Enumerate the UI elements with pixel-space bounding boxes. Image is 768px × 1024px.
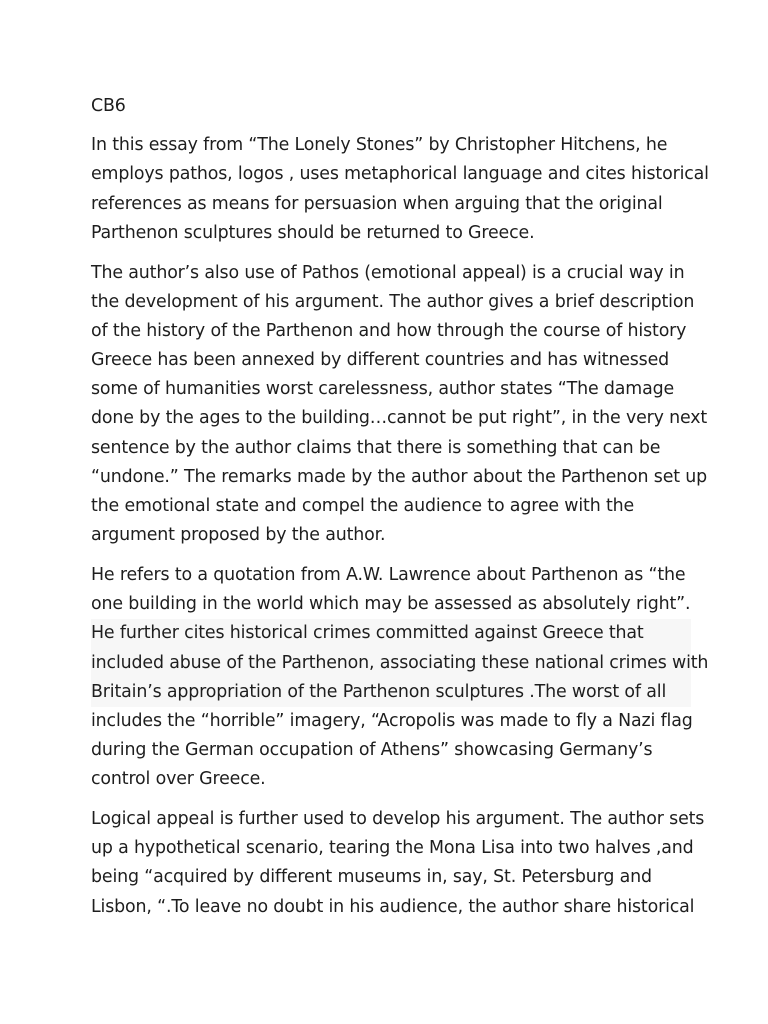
text-line: includes the “horrible” imagery, “Acropolis was made to fly a Nazi flag bbox=[91, 710, 693, 731]
text-line: the development of his argument. The author gives a brief description bbox=[91, 291, 695, 312]
text-line: In this essay from “The Lonely Stones” by Christopher Hitchens, he bbox=[91, 135, 668, 156]
text-line: Greece has been annexed by different countries and has witnessed bbox=[91, 350, 670, 371]
paragraph-pathos bbox=[91, 259, 708, 551]
text-line: Logical appeal is further used to develop his argument. The author sets bbox=[91, 809, 705, 830]
text-line: sentence by the author claims that there is something that can be bbox=[91, 437, 661, 458]
text-line: up a hypothetical scenario, tearing the Mona Lisa into two halves ,and bbox=[91, 838, 694, 859]
text-line: Britain’s appropriation of the Parthenon sculptures .The worst of all bbox=[91, 678, 691, 707]
text-line: Lisbon, “.To leave no doubt in his audience, the author share historical bbox=[91, 896, 695, 917]
text-line: “undone.” The remarks made by the author about the Parthenon set up bbox=[91, 466, 708, 487]
paragraph-quotation bbox=[91, 561, 709, 795]
text-line: being “acquired by different museums in, say, St. Petersburg and bbox=[91, 867, 652, 888]
document-heading: CB6 bbox=[91, 96, 126, 116]
text-line: employs pathos, logos , uses metaphorical language and cites historical bbox=[91, 164, 709, 185]
text-line: of the history of the Parthenon and how through the course of history bbox=[91, 320, 687, 341]
text-line: the emotional state and compel the audience to agree with the bbox=[91, 496, 635, 517]
text-line: references as means for persuasion when arguing that the original bbox=[91, 193, 663, 214]
text-line: done by the ages to the building…cannot be put right”, in the very next bbox=[91, 408, 708, 429]
text-line: The author’s also use of Pathos (emotional appeal) is a crucial way in bbox=[91, 262, 685, 283]
text-line: control over Greece. bbox=[91, 769, 266, 790]
paragraph-introduction bbox=[91, 131, 709, 248]
text-line: during the German occupation of Athens” showcasing Germany’s bbox=[91, 740, 653, 761]
paragraph-logical-appeal bbox=[91, 805, 705, 922]
text-line: He further cites historical crimes committed against Greece that bbox=[91, 619, 691, 648]
text-line: He refers to a quotation from A.W. Lawrence about Parthenon as “the bbox=[91, 565, 686, 585]
text-line: Parthenon sculptures should be returned to Greece. bbox=[91, 222, 535, 243]
text-line: argument proposed by the author. bbox=[91, 525, 386, 546]
text-line: included abuse of the Parthenon, associating these national crimes with bbox=[91, 649, 691, 678]
text-line: some of humanities worst carelessness, author states “The damage bbox=[91, 379, 675, 400]
document-body bbox=[91, 92, 709, 932]
text-line: one building in the world which may be assessed as absolutely right”. bbox=[91, 594, 691, 615]
